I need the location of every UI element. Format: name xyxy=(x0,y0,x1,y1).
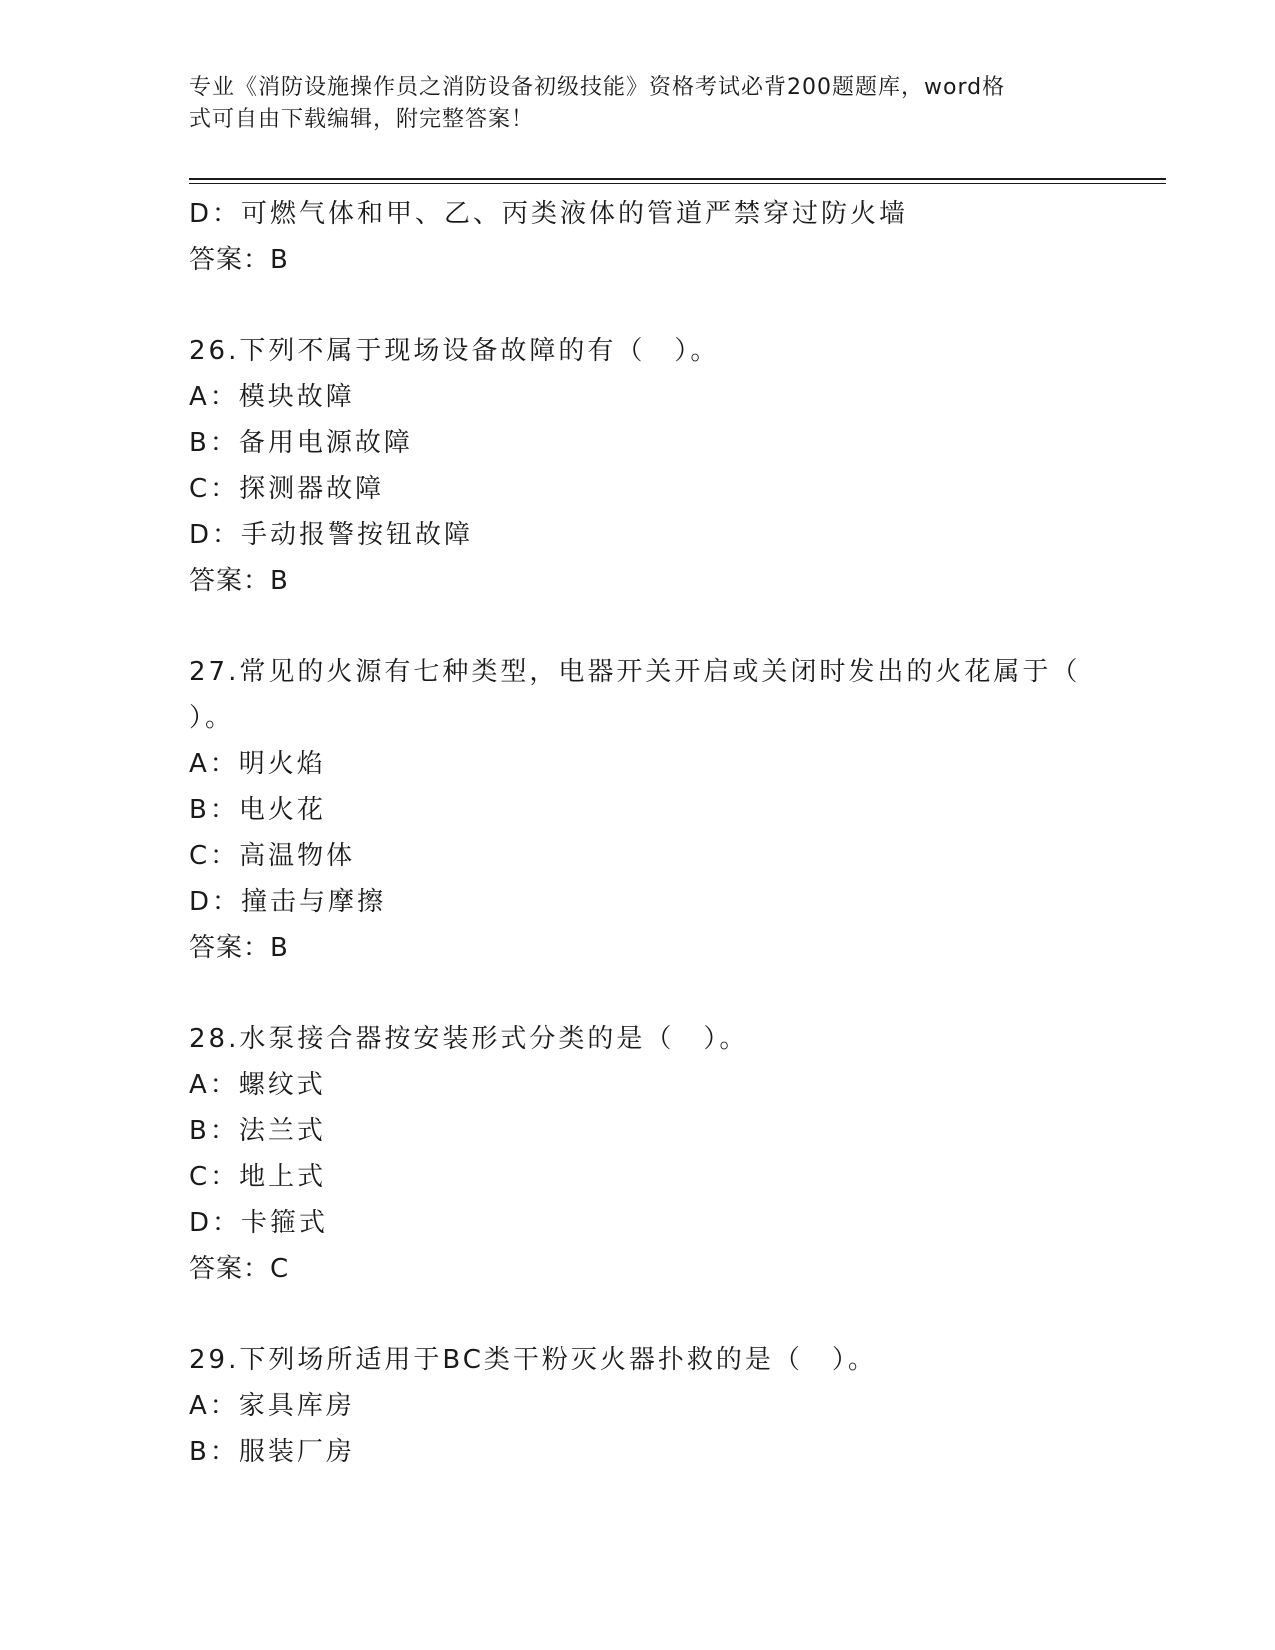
answer-line: 答案：B xyxy=(189,245,289,275)
answer-line: 答案：B xyxy=(189,933,289,963)
option-c: C：高温物体 xyxy=(189,841,356,871)
option-a: A：模块故障 xyxy=(189,382,355,412)
answer-line: 答案：C xyxy=(189,1254,290,1284)
header-divider-thick xyxy=(189,178,1166,180)
option-c: C：地上式 xyxy=(189,1162,327,1192)
question-stem: 26.下列不属于现场设备故障的有（ ）。 xyxy=(189,336,720,366)
header-title-line-1: 专业《消防设施操作员之消防设备初级技能》资格考试必背200题题库，word格 xyxy=(189,75,1006,100)
header-divider-thin xyxy=(189,183,1166,184)
question-list xyxy=(189,191,1089,1475)
option-d: D：可燃气体和甲、乙、丙类液体的管道严禁穿过防火墙 xyxy=(189,199,909,229)
option-b: B：备用电源故障 xyxy=(189,428,413,458)
question-25-fragment xyxy=(189,191,1089,283)
option-d: D：撞击与摩擦 xyxy=(189,887,387,917)
question-27 xyxy=(189,649,1089,971)
option-a: A：明火焰 xyxy=(189,749,326,779)
document-header xyxy=(189,72,1079,136)
question-stem: 27.常见的火源有七种类型，电器开关开启或关闭时发出的火花属于（ xyxy=(189,657,1081,687)
option-c: C：探测器故障 xyxy=(189,474,385,504)
question-29 xyxy=(189,1337,1089,1475)
option-b: B：服装厂房 xyxy=(189,1437,355,1467)
question-28 xyxy=(189,1016,1089,1292)
answer-line: 答案：B xyxy=(189,566,289,596)
question-stem: 28.水泵接合器按安装形式分类的是（ ）。 xyxy=(189,1024,749,1054)
option-b: B：法兰式 xyxy=(189,1116,326,1146)
question-26 xyxy=(189,328,1089,604)
header-title-line-2: 式可自由下载编辑，附完整答案！ xyxy=(189,107,535,132)
option-a: A：螺纹式 xyxy=(189,1070,326,1100)
option-a: A：家具库房 xyxy=(189,1391,355,1421)
question-stem-continued: ）。 xyxy=(189,703,235,733)
option-b: B：电火花 xyxy=(189,795,326,825)
question-stem: 29.下列场所适用于BC类干粉灭火器扑救的是（ ）。 xyxy=(189,1345,877,1375)
option-d: D：卡箍式 xyxy=(189,1208,329,1238)
option-d: D：手动报警按钮故障 xyxy=(189,520,474,550)
